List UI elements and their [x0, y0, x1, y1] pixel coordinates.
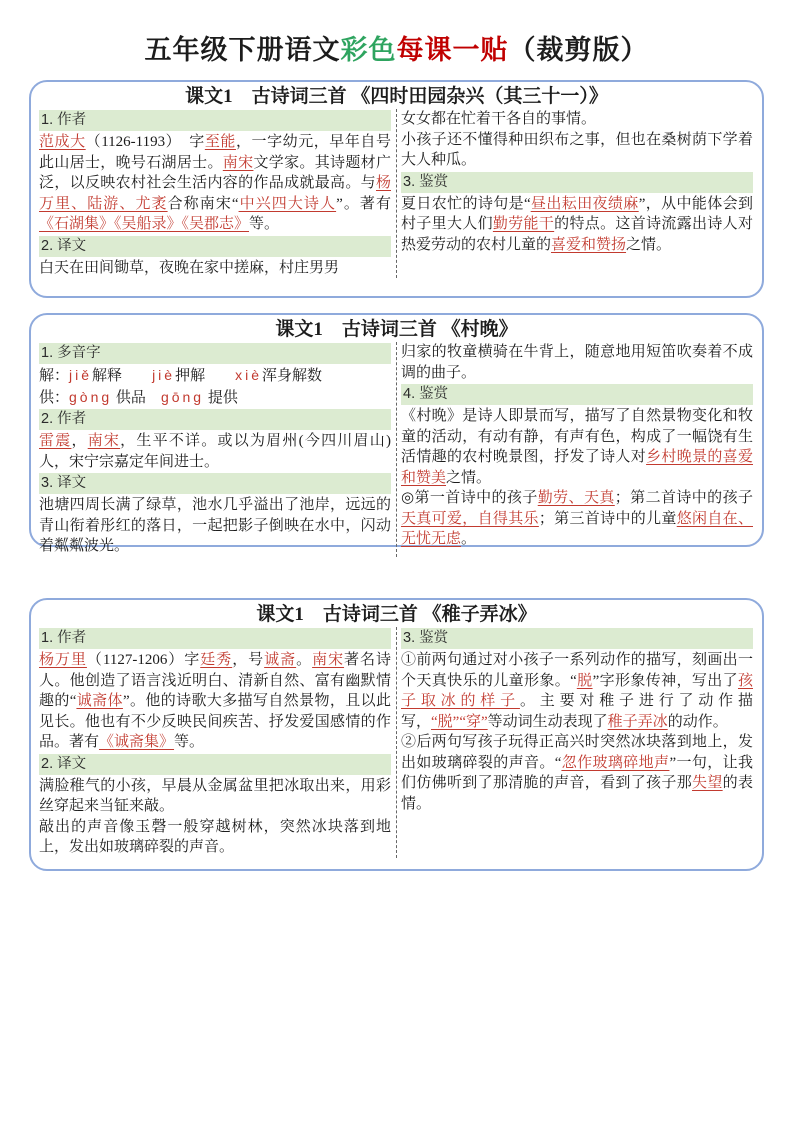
paragraph: [401, 109, 753, 130]
highlight-term: 昼出耘田夜绩麻: [530, 195, 639, 212]
highlight-term: 中兴四大诗人: [238, 195, 337, 212]
section-header: 3. 译文: [39, 473, 391, 494]
pinyin: gōng: [160, 388, 205, 405]
columns: [39, 627, 754, 858]
section-header: 1. 作者: [39, 110, 391, 131]
text-run: 的表情。: [401, 775, 753, 812]
text-run: ；第二首诗中的孩子: [614, 490, 753, 506]
pinyin: xiè: [235, 367, 263, 383]
right-column: [401, 342, 753, 550]
paragraph: [39, 776, 391, 817]
section-header: 1. 作者: [39, 628, 391, 649]
text-run: [122, 368, 152, 384]
highlight-term: 天真可爱，自得其乐: [401, 510, 539, 527]
text-run: 等动词生动表现了: [487, 713, 608, 730]
left-column: [39, 627, 391, 858]
section-header: 1. 多音字: [39, 343, 391, 364]
paragraph: [39, 431, 391, 472]
highlight-term: 南宋: [222, 154, 254, 171]
text-run: （1127-1206）字: [86, 652, 201, 668]
section-header: 3. 鉴赏: [401, 628, 753, 649]
text-run: 供：: [39, 389, 70, 406]
title-part-edition: （裁剪版）: [508, 35, 649, 65]
section-header: 4. 鉴赏: [401, 384, 753, 405]
text-run: ◎第一首诗中的孩子: [401, 490, 538, 506]
highlight-term: 脱: [576, 672, 593, 689]
text-run: 提供: [204, 389, 238, 406]
highlight-term: 杨万里: [39, 652, 87, 668]
paragraph: [39, 387, 391, 409]
paragraph: [401, 732, 753, 814]
paragraph: [401, 650, 753, 732]
text-run: ”。他的诗歌大多描写自然景物，且以此见长。他也有不少反映民间疾苦、抒发爱国感情的作品。著有: [39, 693, 391, 750]
highlight-term: 至能: [204, 134, 236, 150]
highlight-term: 诚斋: [264, 652, 297, 668]
lesson-card: [29, 598, 764, 871]
highlight-term: “脱”“穿”: [431, 713, 488, 730]
text-run: [205, 368, 235, 384]
right-column: [401, 627, 753, 814]
text-run: 。: [296, 652, 313, 668]
text-run: ；第三首诗中的儿童: [538, 510, 677, 527]
highlight-term: 雷震: [39, 433, 72, 449]
text-run: 著名诗人。他创造了语言浅近明白、清新自然、富有幽默情趣的“: [39, 652, 391, 709]
columns: [39, 109, 754, 278]
title-part-color-word: 彩色: [340, 35, 397, 65]
text-run: 满脸稚气的小孩，早晨从金属盆里把冰取出来，用彩丝穿起来当钲来敲。: [39, 777, 391, 814]
highlight-term: 南宋: [87, 433, 121, 449]
text-run: ，: [71, 433, 88, 449]
text-run: 女女都在忙着干各自的事情。: [401, 111, 597, 127]
text-run: ”一句，让我们仿佛听到了那清脆的声音，看到了孩子那: [401, 754, 753, 791]
text-run: ，一字幼元，早年自号此山居士，晚号石湖居士。: [39, 134, 391, 171]
paragraph: [39, 365, 391, 387]
paragraph: [401, 194, 753, 256]
right-column: [401, 109, 753, 255]
text-run: 。主要对稚子进行了动作描写，: [401, 693, 753, 730]
highlight-term: 悠闲自在、无忧无虑: [401, 510, 753, 547]
highlight-term: 勤劳、天真: [537, 490, 615, 506]
paragraph: [39, 258, 391, 279]
highlight-term: 失望: [692, 775, 723, 791]
text-run: 文学家。其诗题材广泛，以反映农村社会生活内容的作品成就最高。与: [39, 154, 391, 191]
highlight-term: 《石湖集》《吴船录》《吴郡志》: [39, 216, 250, 232]
column-divider: [396, 342, 397, 557]
text-run: （1126-1193） 字: [85, 134, 205, 150]
text-run: [146, 390, 161, 406]
highlight-term: 范成大: [39, 134, 86, 150]
title-part-grade: 五年级下册语文: [144, 35, 341, 65]
text-run: ①前两句通过对小孩子一系列动作的描写，刻画出一个天真快乐的儿童形象。“: [401, 652, 753, 689]
text-run: ②后两句写孩子玩得正高兴时突然冰块落到地上，发出如玻璃碎裂的声音。“: [401, 734, 753, 771]
left-column: [39, 342, 391, 557]
text-run: 解释: [92, 368, 123, 384]
paragraph: [39, 817, 391, 858]
title-part-series-word: 每课一贴: [396, 35, 509, 65]
section-header: 2. 译文: [39, 236, 391, 257]
card-header: 课文1 古诗词三首 《四时田园杂兴（其三十一）》: [185, 86, 608, 107]
cards-container: [0, 80, 793, 871]
card-header: 课文1 古诗词三首 《稚子弄冰》: [256, 604, 537, 625]
text-run: 的动作。: [667, 713, 728, 730]
highlight-term: 勤劳能干: [492, 216, 555, 232]
text-run: 之情。: [626, 236, 672, 253]
lesson-card: [29, 313, 764, 554]
text-run: 的特点。这首诗流露出诗人对热爱劳动的农村儿童的: [401, 216, 753, 253]
text-run: 夏日农忙的诗句是“: [401, 195, 531, 212]
highlight-term: 廷秀: [200, 652, 233, 668]
pinyin: jiè: [152, 367, 176, 383]
text-run: 白天在田间锄草，夜晚在家中搓麻，村庄男男: [39, 259, 340, 276]
text-run: 等。: [174, 734, 205, 750]
pinyin: jiě: [69, 367, 93, 383]
page-title: [0, 28, 793, 67]
column-divider: [396, 109, 397, 278]
text-run: 《村晚》是诗人即景而写，描写了自然景物变化和牧童的活动，有动有静，有声有色，构成了一幅饶有生活情趣的农村晚景图，抒发了诗人对: [401, 408, 753, 465]
paragraph: [39, 650, 391, 753]
column-divider: [396, 627, 397, 858]
paragraph: [401, 406, 753, 488]
highlight-term: 乡村晚景的喜爱和赞美: [401, 449, 753, 486]
highlight-term: 杨万里、陆游、尤袤: [39, 175, 391, 212]
pinyin: gòng: [69, 388, 113, 405]
section-header: 2. 译文: [39, 754, 391, 775]
text-run: 。: [461, 531, 477, 547]
section-header: 3. 鉴赏: [401, 172, 753, 193]
text-run: 小孩子还不懂得种田织布之事，但也在桑树荫下学着大人种瓜。: [401, 131, 753, 168]
highlight-term: 《诚斋集》: [99, 734, 175, 750]
paragraph: [401, 342, 753, 383]
text-run: 敲出的声音像玉磬一般穿越树林，突然冰块落到地上，发出如玻璃碎裂的声音。: [39, 818, 391, 855]
columns: [39, 342, 754, 557]
highlight-term: 诚斋体: [76, 693, 123, 709]
highlight-term: 忽作玻璃碎地声: [561, 754, 670, 771]
text-run: 归家的牧童横骑在牛背上，随意地用短笛吹奏着不成调的曲子。: [401, 344, 753, 381]
left-column: [39, 109, 391, 278]
text-run: ”。著有: [336, 195, 391, 212]
highlight-term: 南宋: [312, 652, 345, 668]
text-run: 之情。: [446, 469, 492, 486]
paragraph: [39, 495, 391, 557]
highlight-term: 稚子弄冰: [607, 713, 668, 730]
paragraph: [39, 132, 391, 235]
text-run: ，生平不详。或以为眉州(今四川眉山)人，宋宁宗嘉定年间进士。: [39, 433, 391, 470]
text-run: ”字形象传神，写出了: [592, 672, 738, 689]
paragraph: [401, 488, 753, 550]
lesson-card: [29, 80, 764, 298]
text-run: 池塘四周长满了绿草，池水几乎溢出了池岸，远远的青山衔着彤红的落日，一起把影子倒映在水中，闪动着粼粼波光。: [39, 497, 391, 554]
text-run: 押解: [175, 368, 206, 384]
section-header: 2. 作者: [39, 409, 391, 430]
text-run: 合称南宋“: [167, 195, 239, 212]
text-run: 供品: [112, 389, 146, 406]
paragraph: [401, 130, 753, 171]
card-header: 课文1 古诗词三首 《村晚》: [275, 319, 518, 340]
text-run: 浑身解数: [262, 368, 323, 384]
text-run: ，号: [232, 652, 265, 668]
text-run: ”，从中能体会到村子里大人们: [401, 195, 753, 232]
highlight-term: 喜爱和赞扬: [551, 236, 627, 253]
highlight-term: 孩子取冰的样子: [401, 672, 753, 709]
text-run: 等。: [249, 216, 280, 232]
text-run: 解：: [39, 368, 70, 384]
